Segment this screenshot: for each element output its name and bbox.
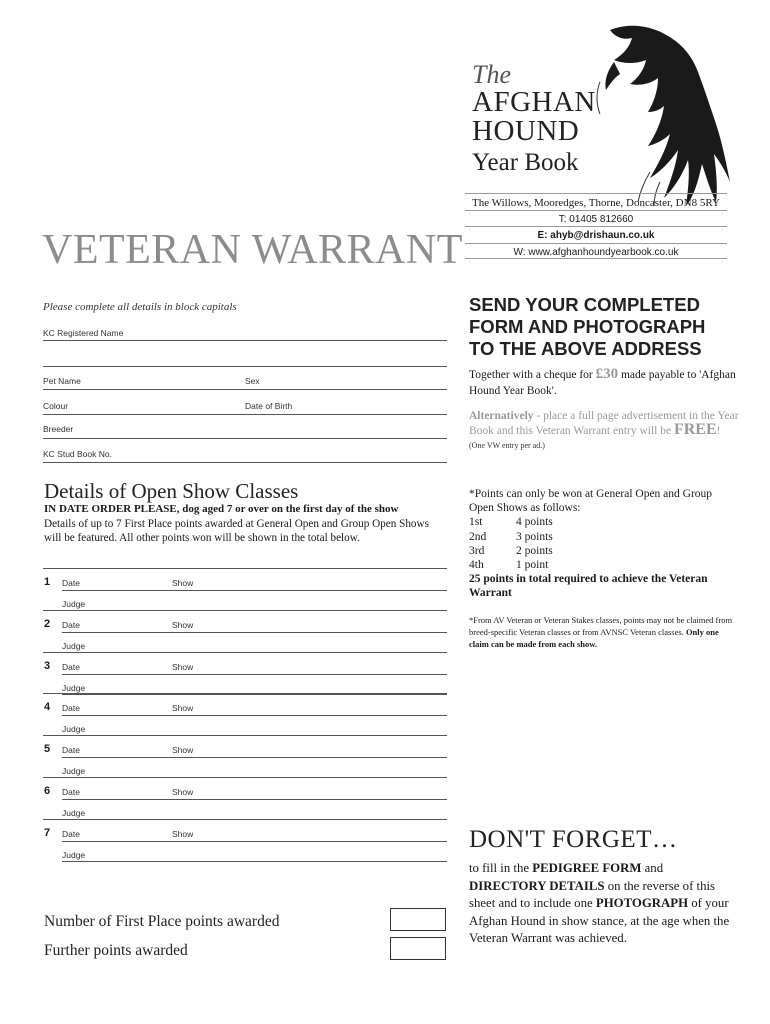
send-line-1: SEND YOUR COMPLETED — [469, 294, 700, 315]
points: 1 point — [516, 559, 549, 572]
first-place-points-input[interactable] — [390, 908, 446, 931]
points: 3 points — [516, 530, 553, 543]
place: 4th — [469, 559, 484, 572]
cheque-text — [469, 366, 739, 399]
cheque-pre: Together with a cheque for — [469, 369, 596, 381]
points: 2 points — [516, 544, 553, 557]
logo-year-book: Year Book — [472, 149, 579, 176]
cheque-post: made payable to 'Afghan Hound Year Book'. — [469, 369, 736, 397]
class-date-show-field[interactable] — [62, 757, 447, 758]
logo-hound: HOUND — [472, 115, 580, 147]
classes-heading: Details of Open Show Classes — [44, 479, 299, 503]
class-judge-label: Judge — [62, 808, 86, 818]
class-row-top-line — [43, 610, 447, 611]
footnote-text: *From AV Veteran or Veteran Stakes classes, points may not be claimed from breed-specific Veteran classes or from AVNSC Veteran classes. — [469, 615, 733, 637]
class-date-label: Date — [62, 787, 80, 797]
alternative-bold: Alternatively — [469, 410, 534, 422]
text: of your Afghan Hound in show stance, at the age when the Veteran Warrant was achieved. — [469, 896, 730, 946]
class-show-label: Show — [172, 578, 194, 588]
footnote-bold: Only one claim can be made from each show. — [469, 627, 719, 649]
class-date-show-field[interactable] — [62, 674, 447, 675]
class-row-number: 4 — [44, 701, 51, 713]
send-heading — [469, 294, 749, 360]
alternative-text — [469, 409, 739, 453]
dont-forget-text — [469, 860, 731, 948]
class-show-label: Show — [172, 745, 194, 755]
points-total: 25 points in total required to achieve the Veteran Warrant — [469, 573, 708, 600]
send-line-2: FORM AND PHOTOGRAPH — [469, 316, 706, 337]
afghan-hound-illustration-icon — [590, 22, 735, 207]
class-show-label: Show — [172, 662, 194, 672]
pedigree-form-label: PEDIGREE FORM — [532, 861, 642, 875]
directory-details-label: DIRECTORY DETAILS — [469, 878, 605, 893]
logo-afghan: AFGHAN — [472, 86, 596, 118]
dont-forget-heading: DON'T FORGET… — [469, 826, 678, 853]
class-date-show-field[interactable] — [62, 590, 447, 591]
contact-phone: T: 01405 812660 — [465, 210, 727, 227]
place: 2nd — [469, 530, 487, 543]
text: to fill in the — [469, 861, 533, 875]
class-date-label: Date — [62, 620, 80, 630]
kc-registered-name-field-2[interactable] — [43, 366, 447, 367]
points-row — [469, 558, 739, 572]
logo-the: The — [472, 60, 511, 89]
class-date-show-field[interactable] — [62, 632, 447, 633]
class-judge-label: Judge — [62, 683, 86, 693]
text: and — [641, 861, 664, 875]
free-bang: ! — [716, 425, 721, 437]
points-row — [469, 515, 739, 529]
place: 3rd — [469, 544, 485, 557]
class-judge-field[interactable] — [62, 694, 447, 695]
cheque-price: £30 — [595, 366, 619, 382]
contact-web[interactable]: W: www.afghanhoundyearbook.co.uk — [465, 243, 727, 260]
points: 4 points — [516, 516, 553, 529]
class-date-label: Date — [62, 745, 80, 755]
free-label: FREE — [673, 421, 717, 438]
class-judge-field[interactable] — [62, 861, 447, 862]
class-date-label: Date — [62, 662, 80, 672]
class-date-show-field[interactable] — [62, 715, 447, 716]
points-info — [469, 487, 739, 601]
class-judge-label: Judge — [62, 641, 86, 651]
class-row-number: 2 — [44, 618, 51, 630]
class-date-show-field[interactable] — [62, 799, 447, 800]
classes-subheading: IN DATE ORDER PLEASE, dog aged 7 or over on the first day of the show — [44, 503, 399, 515]
class-row-top-line — [43, 735, 447, 736]
class-row-top-line — [43, 777, 447, 778]
class-date-label: Date — [62, 703, 80, 713]
text: on the reverse of this sheet and to include one — [469, 878, 716, 911]
contact-block — [465, 193, 727, 259]
contact-address: The Willows, Mooredges, Thorne, Doncaster, DN8 5RY — [465, 193, 727, 210]
class-row-number: 1 — [44, 576, 51, 588]
further-points-label: Further points awarded — [44, 942, 188, 959]
class-judge-label: Judge — [62, 766, 86, 776]
contact-email[interactable]: E: ahyb@drishaun.co.uk — [465, 226, 727, 243]
class-show-label: Show — [172, 787, 194, 797]
class-show-label: Show — [172, 620, 194, 630]
points-row — [469, 544, 739, 558]
alternative-small: (One VW entry per ad.) — [469, 441, 545, 450]
class-show-label: Show — [172, 703, 194, 713]
points-intro: *Points can only be won at General Open and Group Open Shows as follows: — [469, 488, 713, 515]
class-date-label: Date — [62, 578, 80, 588]
first-place-points-label: Number of First Place points awarded — [44, 913, 280, 930]
breeder-field[interactable] — [43, 438, 447, 439]
photograph-label: PHOTOGRAPH — [595, 896, 689, 911]
footnote — [469, 614, 739, 650]
place: 1st — [469, 516, 483, 529]
class-row-top-line — [43, 568, 447, 569]
sex-label: Sex — [245, 376, 260, 386]
kc-stud-book-label: KC Stud Book No. — [43, 449, 112, 459]
pet-name-sex-field[interactable] — [43, 389, 447, 390]
class-show-label: Show — [172, 829, 194, 839]
class-row-top-line — [43, 693, 447, 694]
class-row-number: 6 — [44, 785, 51, 797]
class-judge-label: Judge — [62, 724, 86, 734]
class-row-top-line — [43, 652, 447, 653]
class-row-number: 5 — [44, 743, 51, 755]
class-row-number: 3 — [44, 660, 51, 672]
kc-stud-book-field[interactable] — [43, 462, 447, 463]
points-row — [469, 530, 739, 544]
breeder-label: Breeder — [43, 424, 74, 434]
pet-name-label: Pet Name — [43, 376, 81, 386]
class-row-top-line — [43, 819, 447, 820]
class-row-number: 7 — [44, 827, 51, 839]
colour-label: Colour — [43, 401, 69, 411]
further-points-input[interactable] — [390, 937, 446, 960]
class-judge-label: Judge — [62, 599, 86, 609]
date-of-birth-label: Date of Birth — [245, 401, 293, 411]
class-date-label: Date — [62, 829, 80, 839]
send-line-3: TO THE ABOVE ADDRESS — [469, 338, 702, 359]
classes-body: Details of up to 7 First Place points awarded at General Open and Group Open Shows will be featured. All other points won will be shown in the total below. — [44, 518, 429, 544]
instructions: Please complete all details in block capitals — [43, 301, 237, 313]
class-judge-label: Judge — [62, 850, 86, 860]
kc-registered-name-label: KC Registered Name — [43, 328, 124, 338]
class-date-show-field[interactable] — [62, 841, 447, 842]
colour-dob-field[interactable] — [43, 414, 447, 415]
kc-registered-name-field[interactable] — [43, 340, 447, 341]
alternative-body: - place a full page advertisement in the Year Book and this Veteran Warrant entry will be — [469, 410, 739, 437]
page-title: VETERAN WARRANT — [42, 227, 463, 273]
